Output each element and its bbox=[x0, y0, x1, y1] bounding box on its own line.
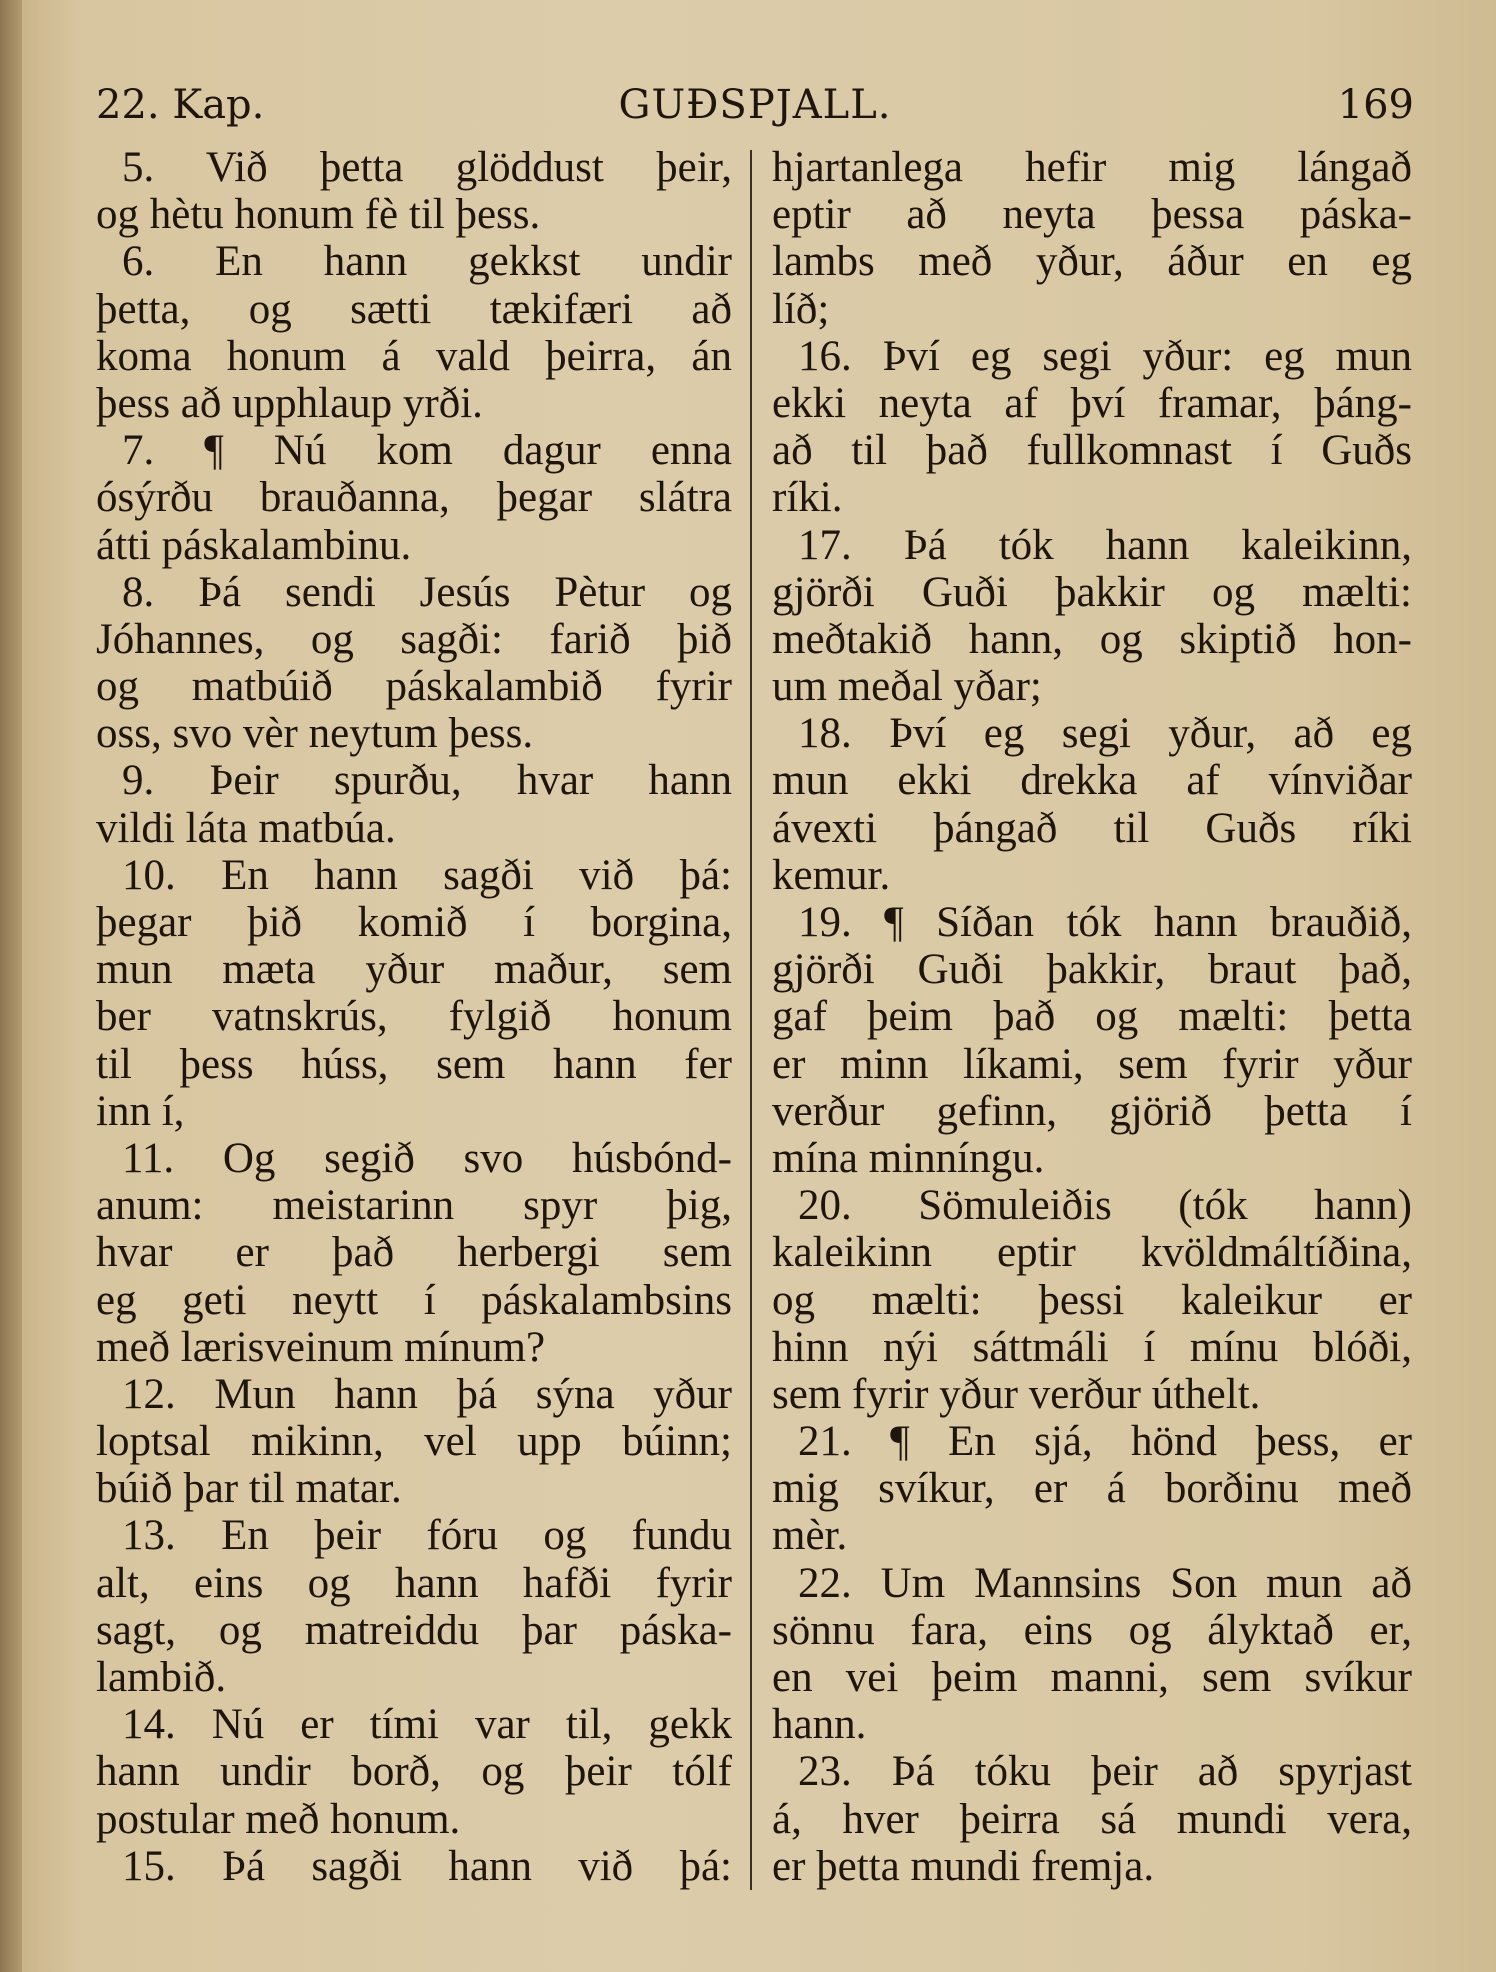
text-line: eg geti neytt í páskalambsins bbox=[96, 1276, 732, 1324]
text-line: sem fyrir yður verður úthelt. bbox=[772, 1370, 1261, 1418]
text-line: 8. Þá sendi Jesús Pètur og bbox=[122, 568, 732, 616]
text-line: hinn nýi sáttmáli í mínu blóði, bbox=[772, 1323, 1412, 1371]
text-line: og mælti: þessi kaleikur er bbox=[772, 1276, 1412, 1324]
text-line: sagt, og matreiddu þar páska- bbox=[96, 1606, 732, 1654]
text-line: þegar þið komið í borgina, bbox=[96, 899, 732, 946]
text-line: 6. En hann gekkst undir bbox=[122, 238, 732, 286]
text-line: koma honum á vald þeirra, án bbox=[96, 332, 732, 380]
text-line: þetta, og sætti tækifæri að bbox=[96, 285, 732, 333]
text-line: meðtakið hann, og skiptið hon- bbox=[772, 615, 1412, 663]
text-line: kaleikinn eptir kvöldmáltíðina, bbox=[772, 1229, 1412, 1277]
text-line: gaf þeim það og mælti: þetta bbox=[772, 993, 1412, 1041]
book-gutter bbox=[0, 0, 22, 1972]
text-line: að til það fullkomnast í Guðs bbox=[772, 427, 1412, 475]
text-line: 20. Sömuleiðis (tók hann) bbox=[798, 1182, 1412, 1230]
text-line: 21. ¶ En sjá, hönd þess, er bbox=[798, 1418, 1412, 1466]
text-line: 14. Nú er tími var til, gekk bbox=[122, 1701, 732, 1749]
text-line: 7. ¶ Nú kom dagur enna bbox=[122, 427, 732, 475]
text-line: en vei þeim manni, sem svíkur bbox=[772, 1654, 1412, 1701]
text-line: 18. Því eg segi yður, að eg bbox=[798, 710, 1412, 758]
text-line: hjartanlega hefir mig lángað bbox=[772, 144, 1412, 191]
text-line: postular með honum. bbox=[96, 1795, 461, 1843]
text-line: sönnu fara, eins og ályktað er, bbox=[772, 1606, 1412, 1654]
text-line: 11. Og segið svo húsbónd- bbox=[122, 1134, 732, 1182]
text-line: 22. Um Mannsins Son mun að bbox=[798, 1559, 1412, 1607]
text-line: 13. En þeir fóru og fundu bbox=[122, 1512, 732, 1560]
text-line: hvar er það herbergi sem bbox=[96, 1229, 732, 1277]
text-line: og matbúið páskalambið fyrir bbox=[96, 663, 732, 711]
text-line: Jóhannes, og sagði: farið þið bbox=[96, 615, 732, 663]
running-title: GUÐSPJALL. bbox=[618, 82, 892, 128]
text-line: mig svíkur, er á borðinu með bbox=[772, 1465, 1412, 1513]
text-line: hann. bbox=[772, 1701, 867, 1749]
text-line: 5. Við þetta glöddust þeir, bbox=[122, 144, 732, 191]
text-line: ávexti þángað til Guðs ríki bbox=[772, 804, 1412, 852]
text-line: alt, eins og hann hafði fyrir bbox=[96, 1559, 732, 1607]
text-column-left bbox=[96, 144, 732, 1890]
text-line: gjörði Guði þakkir, braut það, bbox=[772, 946, 1412, 994]
text-line: 17. Þá tók hann kaleikinn, bbox=[798, 521, 1412, 569]
text-line: til þess húss, sem hann fer bbox=[96, 1040, 732, 1088]
text-line: ber vatnskrús, fylgið honum bbox=[96, 993, 732, 1041]
text-column-right bbox=[772, 144, 1412, 1890]
text-line: mína minníngu. bbox=[772, 1134, 1045, 1182]
text-line: lambs með yður, áður en eg bbox=[772, 238, 1412, 286]
page-header bbox=[96, 82, 1414, 132]
text-line: búið þar til matar. bbox=[96, 1465, 402, 1513]
column-divider bbox=[750, 150, 752, 1890]
text-line: eptir að neyta þessa páska- bbox=[772, 191, 1412, 239]
text-line: 23. Þá tóku þeir að spyrjast bbox=[798, 1748, 1412, 1796]
text-line: ekki neyta af því framar, þáng- bbox=[772, 379, 1412, 427]
text-line: ósýrðu brauðanna, þegar slátra bbox=[96, 474, 732, 522]
text-line: gjörði Guði þakkir og mælti: bbox=[772, 568, 1412, 616]
text-line: ríki. bbox=[772, 474, 843, 522]
text-line: mun ekki drekka af vínviðar bbox=[772, 757, 1412, 805]
text-line: hann undir borð, og þeir tólf bbox=[96, 1748, 732, 1796]
text-line: oss, svo vèr neytum þess. bbox=[96, 710, 534, 758]
text-line: inn í, bbox=[96, 1087, 185, 1135]
text-line: mèr. bbox=[772, 1512, 848, 1560]
text-line: 9. Þeir spurðu, hvar hann bbox=[122, 757, 732, 805]
text-line: 12. Mun hann þá sýna yður bbox=[122, 1370, 732, 1418]
chapter-label: 22. Kap. bbox=[96, 82, 265, 128]
text-line: er þetta mundi fremja. bbox=[772, 1842, 1155, 1890]
text-line: 15. Þá sagði hann við þá: bbox=[122, 1842, 732, 1890]
text-line: og hètu honum fè til þess. bbox=[96, 191, 541, 239]
text-line: loptsal mikinn, vel upp búinn; bbox=[96, 1418, 732, 1466]
text-line: lambið. bbox=[96, 1654, 227, 1701]
text-line: um meðal yðar; bbox=[772, 663, 1042, 711]
text-line: með lærisveinum mínum? bbox=[96, 1323, 546, 1371]
page-number: 169 bbox=[1337, 82, 1414, 128]
text-line: á, hver þeirra sá mundi vera, bbox=[772, 1795, 1412, 1843]
text-line: er minn líkami, sem fyrir yður bbox=[772, 1040, 1412, 1088]
text-line: átti páskalambinu. bbox=[96, 521, 412, 569]
text-line: þess að upphlaup yrði. bbox=[96, 379, 483, 427]
text-line: 16. Því eg segi yður: eg mun bbox=[798, 332, 1412, 380]
text-line: verður gefinn, gjörið þetta í bbox=[772, 1087, 1412, 1135]
text-line: anum: meistarinn spyr þig, bbox=[96, 1182, 732, 1230]
text-line: vildi láta matbúa. bbox=[96, 804, 396, 852]
text-line: líð; bbox=[772, 285, 830, 333]
text-line: kemur. bbox=[772, 851, 891, 899]
text-line: 19. ¶ Síðan tók hann brauðið, bbox=[798, 899, 1412, 946]
text-line: 10. En hann sagði við þá: bbox=[122, 851, 732, 899]
text-line: mun mæta yður maður, sem bbox=[96, 946, 732, 994]
